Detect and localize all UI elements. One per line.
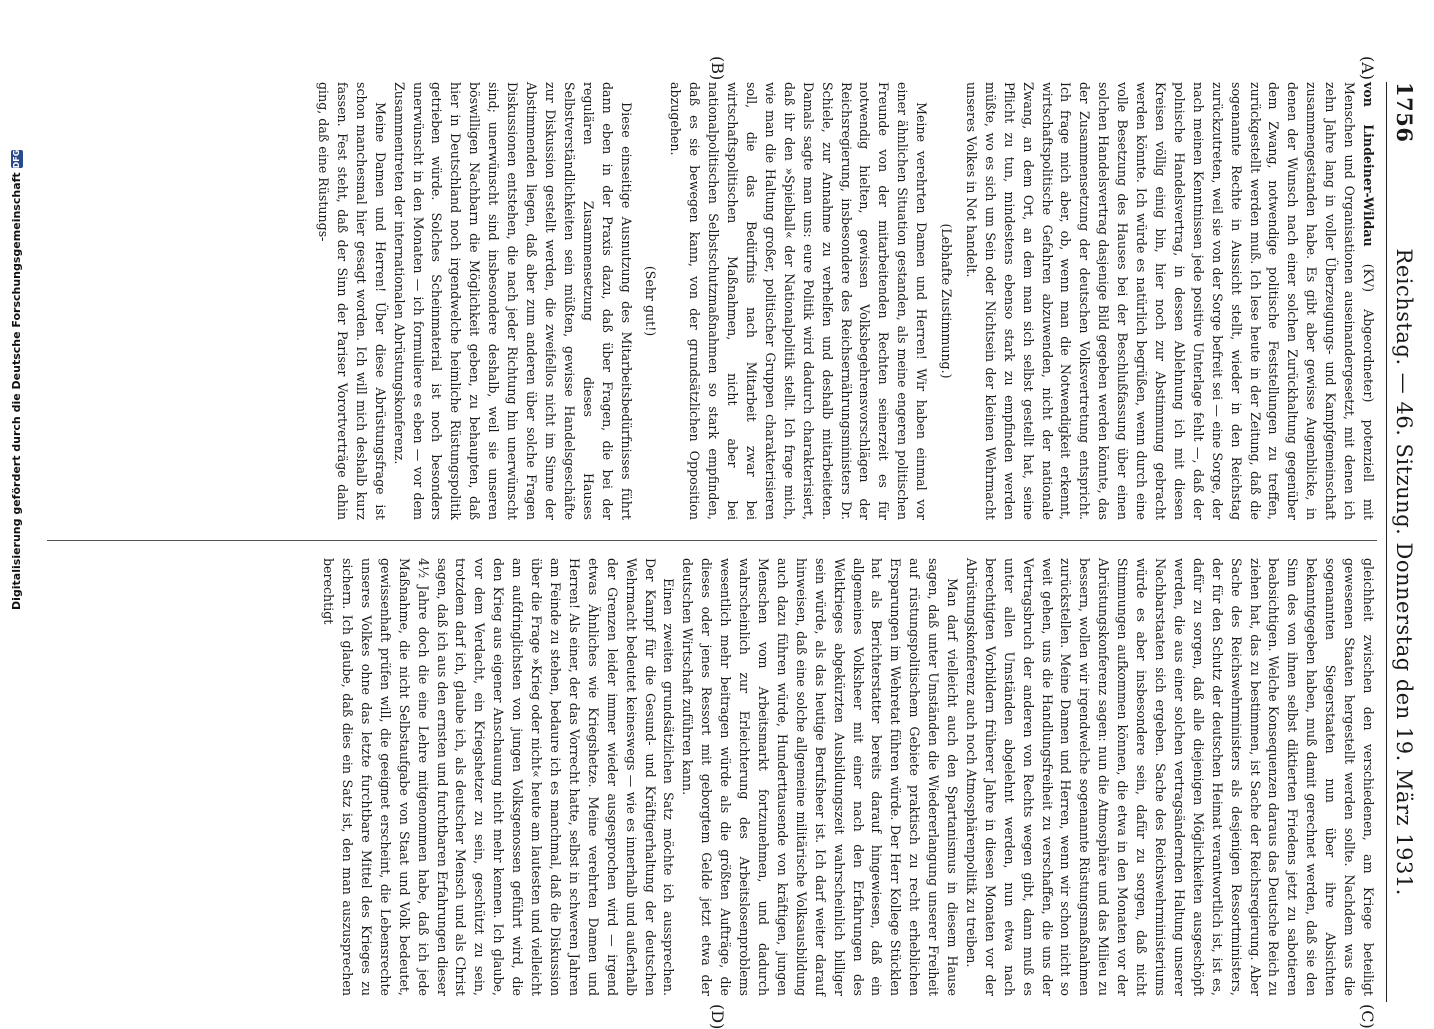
margin-marker-b: (B): [708, 56, 727, 81]
right-column: [37, 558, 1377, 996]
dfg-logo: DFG: [11, 149, 21, 169]
running-head: [1386, 82, 1417, 1002]
paragraph: Diese einseitige Ausnutzung des Mitarbeitsbedürfnisses führt dann eben in der Praxis dazu, daß über Fragen, die bei der regulären Zusammensetzung dieses Hauses Selbstverständlichkeiten sein müßten, gewisse Handelsgeschäfte zur Diskussion gestellt werden, die zweifellos nicht im Sinne der Abstimmenden liegen, daß aber zum anderen über solche Fragen Diskussionen entstehen, die nach jeder Richtung hin unerwünscht sind; unerwünscht sind insbesondere deshalb, weil sie unseren böswilligen Nachbarn die Möglichkeit geben, zu behaupten, daß hier in Deutschland noch irgendwelche heimliche Rüstungspolitik getrieben würde. Solches Scheinmaterial ist noch besonders unerwünscht in den Monaten — ich formuliere es eben — vor dem Zusammentreten der internationalen Abrüstungskonferenz.: [391, 82, 634, 520]
column-divider: [47, 540, 1377, 541]
margin-marker-a: (A): [1358, 56, 1377, 81]
paragraph-text: potenziell mit Menschen und Organisationen auseinandergesetzt, mit denen ich zehn Jahre lang in voller Überzeugungs- und Kampfgemeinschaft zusammengestanden habe. Es gibt aber gewisse Augenblicke, in denen der Wunsch nach einer solchen Zurückhaltung gegenüber dem Zwang, notwendige politische Feststellungen zu treffen, zurückgestellt werden muß. Ich lese heute in der Zeitung, daß die sogenannte Rechte in Aussicht stellt, wieder in den Reichstag zurückzutreten, weil sie von der Sorge befreit sei — eine Sorge, der nach meinen Kenntnissen jede positive Unterlage fehlt —, daß der polnische Handelsvertrag, in dessen Ablehnung ich mit diesen Kreisen völlig einig bin, hier noch zur Abstimmung gebracht werden könnte. Ich würde es natürlich begrüßen, wenn durch eine volle Besetzung des Hauses bei der Beschlußfassung über einen solchen Handelsvertrag dasjenige Bild gegeben werden könnte, das der Zusammensetzung der deutschen Volksvertretung entspricht. Ich frage mich aber, ob, wenn man die Notwendigkeit erkennt, wirtschaftspolitische Gefahren abzuwenden, nicht der nationale Zwang, an dem Ort, an dem man sich selbst gestellt hat, seine Pflicht zu tun, mindestens ebenso stark zu empfinden werden müßte, wo es sich um Sein oder Nichtsein der kleinen Wehrmacht unseres Volkes in Not handelt.: [963, 82, 1376, 520]
paragraph: Einen zweiten grundsätzlichen Satz möchte ich aussprechen. Der Kampf für die Gesund- und Kräftigerhaltung der deutschen Wehrmacht bedeutet keineswegs — wie es innerhalb und außerhalb der Grenzen leider immer wieder ausgesprochen wird — irgend etwas Ähnliches wie Kriegshetze. Meine verehrten Damen und Herren! Als einer, der das Vorrecht hatte, selbst in schweren Jahren am Feinde zu stehen, bedaure ich es manchmal, daß die Diskussion über die Frage »Krieg oder nicht« heute am lautesten und vielleicht am aufdringlichsten von jungen Volksgenossen geführt wird, die den Krieg aus eigener Anschauung nicht mehr kennen. Ich glaube, vor dem Verdacht, ein Kriegshetzer zu sein, geschützt zu sein, trotzdem darf ich, glaube ich, als deutscher Mensch und als Christ sagen, daß ich aus den ernsten und furchtbaren Erfahrungen dieser 4½ Jahre doch die eine Lehre mitgenommen habe, daß ich jede Maßnahme, die nicht Selbstaufgabe von Staat und Volk bedeutet, gewissenhaft prüfen will, die geeignet erscheint, die Lebensrechte unseres Volkes ohne das letzte furchtbare Mittel des Krieges zu sichern. Ich glaube, daß dies ein Satz ist, den man auszusprechen berechtigt: [321, 558, 677, 996]
credit-text: Digitalisierung gefördert durch die Deutsche Forschungsgemeinschaft: [10, 172, 23, 610]
rotated-page-content: [27, 56, 1417, 1029]
interjection: (Sehr gut!): [643, 265, 659, 337]
interjection: (Lebhafte Zustimmung.): [939, 223, 955, 379]
page-number: 1756: [1392, 82, 1417, 143]
paragraph: [961, 82, 1377, 520]
speaker-name: von Lindeiner-Wildau: [1361, 82, 1376, 247]
margin-marker-d: (D): [708, 1004, 727, 1029]
margin-marker-c: (C): [1358, 1004, 1377, 1029]
paragraph: Man darf vielleicht auch den Spartanismus in diesem Hause sagen, daß unter Umständen die Wiedererlangung unserer Freiheit auf rüstungspolitischem Gebiete praktisch zu recht erheblichen Ersparungen im Wehretat führen würde. Der Herr Kollege Stücklen hat als Berichterstatter bereits darauf hingewiesen, daß ein allgemeines Volksheer mit einer nach den Erfahrungen des Weltkrieges abgekürzten Ausbildungszeit wahrscheinlich billiger sein würde, als das heutige Berufsheer ist. Ich darf weiter darauf hinweisen, daß eine solche allgemeine militärische Volksausbildung auch dazu führen würde, Hunderttausende von kräftigen, jungen Menschen vom Arbeitsmarkt fortzunehmen, und dadurch wahrscheinlich zur Erleichterung des Arbeitslosenproblems wesentlich mehr beitragen würde als die größten Aufträge, die dieses oder jenes Ressort mit geborgtem Gelde jetzt etwa der deutschen Wirtschaft zuführen kann.: [680, 558, 961, 996]
left-column: [37, 82, 1377, 520]
digitization-credit: [10, 150, 23, 610]
paragraph: Meine Damen und Herren! Über diese Abrüstungsfrage ist schon manchesmal hier gesagt worden. Ich will mich deshalb kurz fassen. Fest steht, daß der Sinn der Pariser Vorortverträge dahin ging, daß eine Rüstungs-: [316, 82, 388, 520]
paragraph: Meine verehrten Damen und Herren! Wir haben einmal vor einer ähnlichen Situation gestanden, als meine engeren politischen Freunde von der mitarbeitenden Rechten seinerzeit es für notwendig hielten, gewissen Volksbegehrensvorschlägen der Reichsregierung, insbesondere des Reichsernährungsministers Dr. Schiele, zur Annahme zu verhelfen und deshalb mitarbeiteten. Damals sagte man uns: eure Politik wird dadurch charakterisiert, daß ihr den »Spielball« der Nationalpolitik stellt. Ich frage mich, wie man die Haltung großer, politischer Gruppen charakterisieren soll, die das Bedürfnis nach Mitarbeit zwar bei wirtschaftspolitischen Maßnahmen, nicht aber bei nationalpolitischen Selbstschutzmaßnahmen so stark empfinden, daß es sie bewegen kann, von der grundsätzlichen Opposition abzugehen.: [668, 82, 930, 520]
speaker-suffix: (KV) Abgeordneter): [1361, 246, 1376, 403]
paragraph: gleichheit zwischen den verschiedenen, am Kriege beteiligt gewesenen Staaten hergestellt werden sollte. Nachdem was die sogenannten Siegerstaaten nun über ihre Absichten bekanntgegeben haben, muß damit gerechnet werden, daß sie den Sinn des von ihnen selbst diktierten Friedens jetzt zu sabotieren beabsichtigen. Welche Konsequenzen daraus das Deutsche Reich zu ziehen hat, das zu bestimmen, ist Sache der Reichsregierung. Aber Sache des Reichswehrministers als desjenigen Ressortministers, der für den Schutz der deutschen Heimat verantwortlich ist, ist es, dafür zu sorgen, daß alle diejenigen Möglichkeiten ausgeschöpft werden, die aus einer solchen vertragsändernden Haltung unserer Nachbarstaaten sich ergeben. Sache des Reichswehrministeriums würde es aber insbesondere sein, dafür zu sorgen, daß nicht Stimmungen aufkommen können, die etwa in den Monaten vor der Abrüstungskonferenz sagen: nun die Atmosphäre und das Milieu zu bessern, wollen wir irgendwelche sogenannte Rüstungsmaßnahmen zurückstellen. Meine Damen und Herren, wenn wir schon nicht so weit gehen, uns die Handlungsfreiheit zu verschaffen, die uns der Vertragsbruch der anderen von Rechts wegen gibt, dann muß es unter allen Umständen abgelehnt werden, nun etwa nach berechtigten Vorbildern früherer Jahre in diesen Monaten vor der Abrüstungskonferenz auch noch Atmosphärenpolitik zu treiben.: [963, 558, 1376, 996]
page-title: Reichstag. — 46. Sitzung. Donnerstag den 19. März 1931.: [1392, 248, 1416, 896]
